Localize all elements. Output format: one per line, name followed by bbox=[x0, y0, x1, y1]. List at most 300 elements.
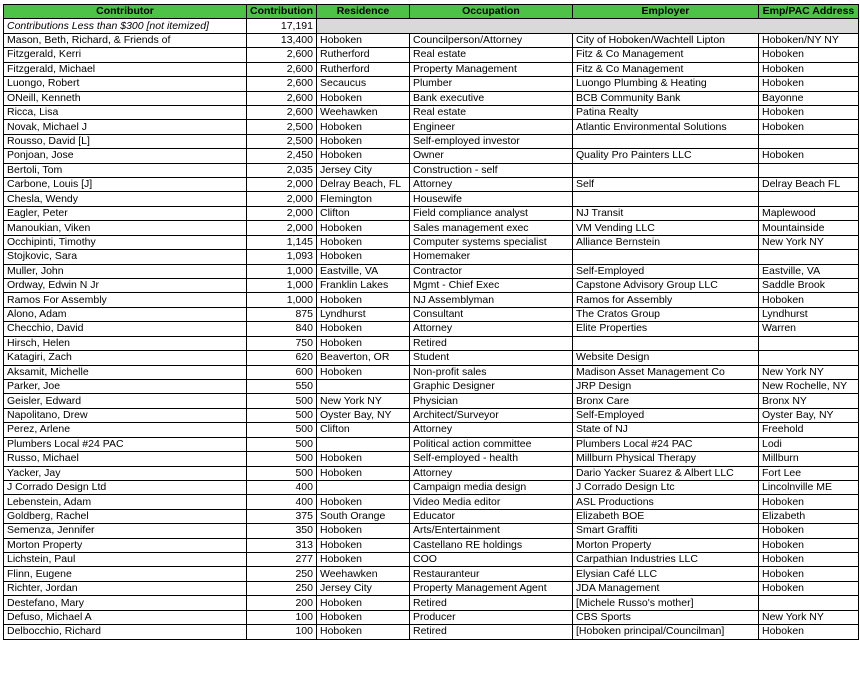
cell-residence[interactable]: Lyndhurst bbox=[316, 307, 409, 321]
cell-address[interactable]: Mountainside bbox=[758, 221, 858, 235]
cell-address[interactable]: Elizabeth bbox=[758, 509, 858, 523]
cell-occupation[interactable]: Attorney bbox=[409, 178, 572, 192]
cell-occupation[interactable]: Graphic Designer bbox=[409, 379, 572, 393]
table-row bbox=[4, 610, 859, 624]
cell-employer[interactable]: Self bbox=[572, 178, 758, 192]
table-row bbox=[4, 524, 859, 538]
cell-contribution[interactable]: 2,600 bbox=[247, 48, 317, 62]
header-occupation[interactable]: Occupation bbox=[409, 5, 572, 19]
cell-employer[interactable]: Quality Pro Painters LLC bbox=[572, 149, 758, 163]
cell-contributor[interactable]: Carbone, Louis [J] bbox=[4, 178, 247, 192]
cell-contributor[interactable]: Eagler, Peter bbox=[4, 206, 247, 220]
cell-residence[interactable]: Hoboken bbox=[316, 134, 409, 148]
cell-contributor[interactable]: Alono, Adam bbox=[4, 307, 247, 321]
cell-occupation[interactable]: NJ Assemblyman bbox=[409, 293, 572, 307]
cell-residence[interactable]: Rutherford bbox=[316, 62, 409, 76]
cell-contribution[interactable]: 500 bbox=[247, 466, 317, 480]
cell-contributor[interactable]: Yacker, Jay bbox=[4, 466, 247, 480]
cell-residence[interactable] bbox=[316, 379, 409, 393]
cell-contributor[interactable]: Ordway, Edwin N Jr bbox=[4, 279, 247, 293]
cell-occupation[interactable]: Self-employed investor bbox=[409, 134, 572, 148]
summary-blank-cell[interactable] bbox=[572, 19, 758, 33]
table-row bbox=[4, 452, 859, 466]
cell-contributor[interactable]: Flinn, Eugene bbox=[4, 567, 247, 581]
cell-contributor[interactable]: Ricca, Lisa bbox=[4, 105, 247, 119]
cell-address[interactable]: Hoboken bbox=[758, 538, 858, 552]
table-row bbox=[4, 105, 859, 119]
cell-contributor[interactable]: Lichstein, Paul bbox=[4, 553, 247, 567]
table-row bbox=[4, 495, 859, 509]
cell-contributor[interactable]: Parker, Joe bbox=[4, 379, 247, 393]
cell-address[interactable] bbox=[758, 163, 858, 177]
table-row bbox=[4, 480, 859, 494]
cell-residence[interactable]: Rutherford bbox=[316, 48, 409, 62]
cell-address[interactable]: Millburn bbox=[758, 452, 858, 466]
cell-residence[interactable]: Hoboken bbox=[316, 235, 409, 249]
table-row bbox=[4, 437, 859, 451]
cell-contributor[interactable]: Ponjoan, Jose bbox=[4, 149, 247, 163]
table-row bbox=[4, 293, 859, 307]
cell-residence[interactable]: Hoboken bbox=[316, 149, 409, 163]
cell-employer[interactable]: NJ Transit bbox=[572, 206, 758, 220]
cell-employer[interactable]: Self-Employed bbox=[572, 408, 758, 422]
cell-contribution[interactable]: 750 bbox=[247, 336, 317, 350]
cell-employer[interactable]: City of Hoboken/Wachtell Lipton bbox=[572, 33, 758, 47]
cell-occupation[interactable]: Housewife bbox=[409, 192, 572, 206]
cell-contribution[interactable]: 1,000 bbox=[247, 264, 317, 278]
cell-employer[interactable] bbox=[572, 336, 758, 350]
cell-contribution[interactable]: 375 bbox=[247, 509, 317, 523]
cell-employer[interactable]: VM Vending LLC bbox=[572, 221, 758, 235]
cell-employer[interactable]: Carpathian Industries LLC bbox=[572, 553, 758, 567]
cell-contribution[interactable]: 1,145 bbox=[247, 235, 317, 249]
cell-address[interactable]: Freehold bbox=[758, 423, 858, 437]
cell-contribution[interactable]: 2,000 bbox=[247, 221, 317, 235]
cell-occupation[interactable]: Consultant bbox=[409, 307, 572, 321]
cell-contribution[interactable]: 13,400 bbox=[247, 33, 317, 47]
cell-contribution[interactable]: 500 bbox=[247, 423, 317, 437]
cell-contribution[interactable]: 350 bbox=[247, 524, 317, 538]
cell-contributor[interactable]: Fitzgerald, Kerri bbox=[4, 48, 247, 62]
cell-address[interactable]: Delray Beach FL bbox=[758, 178, 858, 192]
cell-contribution[interactable]: 400 bbox=[247, 495, 317, 509]
cell-contributor[interactable]: Ramos For Assembly bbox=[4, 293, 247, 307]
cell-contribution[interactable]: 200 bbox=[247, 596, 317, 610]
table-row bbox=[4, 408, 859, 422]
cell-residence[interactable]: Hoboken bbox=[316, 91, 409, 105]
cell-employer[interactable]: CBS Sports bbox=[572, 610, 758, 624]
cell-employer[interactable] bbox=[572, 163, 758, 177]
cell-residence[interactable]: Hoboken bbox=[316, 221, 409, 235]
table-row bbox=[4, 581, 859, 595]
cell-occupation[interactable]: Restauranteur bbox=[409, 567, 572, 581]
cell-address[interactable]: Hoboken bbox=[758, 120, 858, 134]
cell-occupation[interactable]: Attorney bbox=[409, 423, 572, 437]
cell-contribution[interactable]: 2,000 bbox=[247, 192, 317, 206]
cell-address[interactable]: Maplewood bbox=[758, 206, 858, 220]
table-row bbox=[4, 134, 859, 148]
cell-residence[interactable]: Weehawken bbox=[316, 105, 409, 119]
cell-contribution[interactable]: 1,000 bbox=[247, 293, 317, 307]
cell-address[interactable]: Hoboken bbox=[758, 524, 858, 538]
cell-contribution[interactable]: 620 bbox=[247, 351, 317, 365]
cell-employer[interactable] bbox=[572, 192, 758, 206]
cell-occupation[interactable]: Councilperson/Attorney bbox=[409, 33, 572, 47]
cell-contribution[interactable]: 100 bbox=[247, 610, 317, 624]
cell-address[interactable]: New York NY bbox=[758, 610, 858, 624]
cell-residence[interactable]: Jersey City bbox=[316, 581, 409, 595]
cell-contribution[interactable]: 550 bbox=[247, 379, 317, 393]
cell-contribution[interactable]: 875 bbox=[247, 307, 317, 321]
cell-address[interactable]: Warren bbox=[758, 322, 858, 336]
cell-contributor[interactable]: Occhipinti, Timothy bbox=[4, 235, 247, 249]
cell-contribution[interactable]: 2,500 bbox=[247, 134, 317, 148]
cell-contributor[interactable]: Plumbers Local #24 PAC bbox=[4, 437, 247, 451]
cell-contributor[interactable]: Muller, John bbox=[4, 264, 247, 278]
cell-contributor[interactable]: Novak, Michael J bbox=[4, 120, 247, 134]
cell-contributor[interactable]: Defuso, Michael A bbox=[4, 610, 247, 624]
cell-occupation[interactable]: Owner bbox=[409, 149, 572, 163]
cell-contributor[interactable]: Destefano, Mary bbox=[4, 596, 247, 610]
cell-address[interactable]: Hoboken bbox=[758, 625, 858, 639]
table-row bbox=[4, 163, 859, 177]
cell-occupation[interactable]: Real estate bbox=[409, 105, 572, 119]
header-row bbox=[4, 5, 859, 19]
cell-address[interactable]: Lincolnville ME bbox=[758, 480, 858, 494]
cell-contributor[interactable]: Perez, Arlene bbox=[4, 423, 247, 437]
cell-occupation[interactable]: Property Management bbox=[409, 62, 572, 76]
summary-row bbox=[4, 19, 859, 33]
cell-employer[interactable]: Elysian Café LLC bbox=[572, 567, 758, 581]
cell-occupation[interactable]: Retired bbox=[409, 336, 572, 350]
cell-contribution[interactable]: 500 bbox=[247, 394, 317, 408]
cell-residence[interactable]: Jersey City bbox=[316, 163, 409, 177]
cell-occupation[interactable]: Attorney bbox=[409, 466, 572, 480]
summary-label[interactable]: Contributions Less than $300 [not itemized] bbox=[4, 19, 247, 33]
cell-employer[interactable]: JRP Design bbox=[572, 379, 758, 393]
table-row bbox=[4, 221, 859, 235]
cell-address[interactable]: Bronx NY bbox=[758, 394, 858, 408]
header-address[interactable]: Emp/PAC Address bbox=[758, 5, 858, 19]
cell-address[interactable] bbox=[758, 336, 858, 350]
cell-occupation[interactable]: Political action committee bbox=[409, 437, 572, 451]
cell-residence[interactable]: Delray Beach, FL bbox=[316, 178, 409, 192]
cell-employer[interactable]: Morton Property bbox=[572, 538, 758, 552]
cell-contributor[interactable]: Mason, Beth, Richard, & Friends of bbox=[4, 33, 247, 47]
cell-address[interactable]: Lodi bbox=[758, 437, 858, 451]
cell-occupation[interactable]: Educator bbox=[409, 509, 572, 523]
cell-contribution[interactable]: 500 bbox=[247, 437, 317, 451]
cell-occupation[interactable]: Real estate bbox=[409, 48, 572, 62]
header-employer[interactable]: Employer bbox=[572, 5, 758, 19]
table-row bbox=[4, 264, 859, 278]
cell-occupation[interactable]: Campaign media design bbox=[409, 480, 572, 494]
summary-blank-cell[interactable] bbox=[316, 19, 409, 33]
cell-residence[interactable]: South Orange bbox=[316, 509, 409, 523]
cell-contributor[interactable]: Aksamit, Michelle bbox=[4, 365, 247, 379]
cell-occupation[interactable]: Engineer bbox=[409, 120, 572, 134]
table-row bbox=[4, 235, 859, 249]
cell-occupation[interactable]: Self-employed - health bbox=[409, 452, 572, 466]
cell-contributor[interactable]: Geisler, Edward bbox=[4, 394, 247, 408]
cell-employer[interactable]: BCB Community Bank bbox=[572, 91, 758, 105]
cell-contributor[interactable]: Semenza, Jennifer bbox=[4, 524, 247, 538]
cell-contribution[interactable]: 2,600 bbox=[247, 91, 317, 105]
cell-residence[interactable]: Beaverton, OR bbox=[316, 351, 409, 365]
cell-occupation[interactable]: Sales management exec bbox=[409, 221, 572, 235]
cell-occupation[interactable]: Construction - self bbox=[409, 163, 572, 177]
cell-occupation[interactable]: Castellano RE holdings bbox=[409, 538, 572, 552]
cell-residence[interactable] bbox=[316, 437, 409, 451]
cell-address[interactable]: Hoboken bbox=[758, 293, 858, 307]
cell-occupation[interactable]: Plumber bbox=[409, 77, 572, 91]
cell-residence[interactable]: Hoboken bbox=[316, 293, 409, 307]
cell-employer[interactable]: Elite Properties bbox=[572, 322, 758, 336]
cell-contributor[interactable]: J Corrado Design Ltd bbox=[4, 480, 247, 494]
cell-employer[interactable]: Capstone Advisory Group LLC bbox=[572, 279, 758, 293]
cell-occupation[interactable]: Retired bbox=[409, 625, 572, 639]
cell-contribution[interactable]: 250 bbox=[247, 581, 317, 595]
cell-address[interactable] bbox=[758, 192, 858, 206]
cell-residence[interactable]: Hoboken bbox=[316, 625, 409, 639]
table-header bbox=[4, 5, 859, 19]
cell-contribution[interactable]: 2,000 bbox=[247, 206, 317, 220]
cell-contributor[interactable]: Fitzgerald, Michael bbox=[4, 62, 247, 76]
header-residence[interactable]: Residence bbox=[316, 5, 409, 19]
cell-occupation[interactable]: Attorney bbox=[409, 322, 572, 336]
cell-employer[interactable]: Alliance Bernstein bbox=[572, 235, 758, 249]
cell-contribution[interactable]: 600 bbox=[247, 365, 317, 379]
cell-address[interactable]: Hoboken bbox=[758, 567, 858, 581]
cell-address[interactable] bbox=[758, 351, 858, 365]
cell-residence[interactable]: Hoboken bbox=[316, 553, 409, 567]
table-row bbox=[4, 336, 859, 350]
cell-residence[interactable]: Hoboken bbox=[316, 365, 409, 379]
cell-contributor[interactable]: Goldberg, Rachel bbox=[4, 509, 247, 523]
table-row bbox=[4, 33, 859, 47]
cell-address[interactable]: Oyster Bay, NY bbox=[758, 408, 858, 422]
cell-employer[interactable] bbox=[572, 134, 758, 148]
cell-employer[interactable] bbox=[572, 250, 758, 264]
cell-contribution[interactable]: 277 bbox=[247, 553, 317, 567]
table-row bbox=[4, 553, 859, 567]
cell-address[interactable]: Hoboken bbox=[758, 581, 858, 595]
cell-address[interactable]: New York NY bbox=[758, 365, 858, 379]
cell-contribution[interactable]: 2,450 bbox=[247, 149, 317, 163]
cell-address[interactable]: Hoboken bbox=[758, 553, 858, 567]
cell-contributor[interactable]: Lebenstein, Adam bbox=[4, 495, 247, 509]
cell-contribution[interactable]: 500 bbox=[247, 452, 317, 466]
cell-contributor[interactable]: Stojkovic, Sara bbox=[4, 250, 247, 264]
header-contributor[interactable]: Contributor bbox=[4, 5, 247, 19]
summary-amount[interactable]: 17,191 bbox=[247, 19, 317, 33]
cell-address[interactable]: Hoboken bbox=[758, 149, 858, 163]
table-row bbox=[4, 625, 859, 639]
cell-employer[interactable]: Luongo Plumbing & Heating bbox=[572, 77, 758, 91]
cell-address[interactable]: Lyndhurst bbox=[758, 307, 858, 321]
cell-employer[interactable]: State of NJ bbox=[572, 423, 758, 437]
summary-blank-cell[interactable] bbox=[758, 19, 858, 33]
cell-address[interactable]: Bayonne bbox=[758, 91, 858, 105]
cell-employer[interactable]: Dario Yacker Suarez & Albert LLC bbox=[572, 466, 758, 480]
cell-residence[interactable] bbox=[316, 480, 409, 494]
table-row bbox=[4, 423, 859, 437]
cell-employer[interactable]: Bronx Care bbox=[572, 394, 758, 408]
summary-blank-cell[interactable] bbox=[409, 19, 572, 33]
cell-address[interactable]: Saddle Brook bbox=[758, 279, 858, 293]
cell-address[interactable]: New York NY bbox=[758, 235, 858, 249]
cell-contribution[interactable]: 400 bbox=[247, 480, 317, 494]
cell-residence[interactable]: Hoboken bbox=[316, 538, 409, 552]
table-row bbox=[4, 279, 859, 293]
cell-employer[interactable]: Patina Realty bbox=[572, 105, 758, 119]
cell-occupation[interactable]: Physician bbox=[409, 394, 572, 408]
table-body bbox=[4, 19, 859, 639]
cell-employer[interactable]: Millburn Physical Therapy bbox=[572, 452, 758, 466]
header-contribution[interactable]: Contribution bbox=[247, 5, 317, 19]
cell-contribution[interactable]: 2,000 bbox=[247, 178, 317, 192]
cell-residence[interactable]: Hoboken bbox=[316, 33, 409, 47]
cell-contribution[interactable]: 2,035 bbox=[247, 163, 317, 177]
cell-contributor[interactable]: Morton Property bbox=[4, 538, 247, 552]
cell-residence[interactable]: Franklin Lakes bbox=[316, 279, 409, 293]
cell-employer[interactable]: [Hoboken principal/Councilman] bbox=[572, 625, 758, 639]
table-row bbox=[4, 120, 859, 134]
cell-contribution[interactable]: 2,600 bbox=[247, 105, 317, 119]
cell-address[interactable]: Hoboken bbox=[758, 105, 858, 119]
cell-address[interactable]: Hoboken bbox=[758, 77, 858, 91]
cell-residence[interactable]: Hoboken bbox=[316, 452, 409, 466]
cell-occupation[interactable]: COO bbox=[409, 553, 572, 567]
cell-occupation[interactable]: Property Management Agent bbox=[409, 581, 572, 595]
table-row bbox=[4, 192, 859, 206]
cell-contributor[interactable]: Katagiri, Zach bbox=[4, 351, 247, 365]
cell-contributor[interactable]: Luongo, Robert bbox=[4, 77, 247, 91]
table-row bbox=[4, 379, 859, 393]
cell-employer[interactable]: Smart Graffiti bbox=[572, 524, 758, 538]
cell-contributor[interactable]: Checchio, David bbox=[4, 322, 247, 336]
cell-contribution[interactable]: 840 bbox=[247, 322, 317, 336]
cell-contribution[interactable]: 2,600 bbox=[247, 77, 317, 91]
cell-employer[interactable]: Atlantic Environmental Solutions bbox=[572, 120, 758, 134]
cell-occupation[interactable]: Student bbox=[409, 351, 572, 365]
cell-occupation[interactable]: Homemaker bbox=[409, 250, 572, 264]
cell-occupation[interactable]: Field compliance analyst bbox=[409, 206, 572, 220]
cell-employer[interactable]: Ramos for Assembly bbox=[572, 293, 758, 307]
cell-occupation[interactable]: Video Media editor bbox=[409, 495, 572, 509]
cell-contribution[interactable]: 500 bbox=[247, 408, 317, 422]
table-row bbox=[4, 91, 859, 105]
cell-residence[interactable]: Hoboken bbox=[316, 250, 409, 264]
cell-contributor[interactable]: Hirsch, Helen bbox=[4, 336, 247, 350]
cell-contribution[interactable]: 100 bbox=[247, 625, 317, 639]
cell-address[interactable]: Fort Lee bbox=[758, 466, 858, 480]
cell-contribution[interactable]: 1,000 bbox=[247, 279, 317, 293]
cell-contributor[interactable]: Bertoli, Tom bbox=[4, 163, 247, 177]
cell-contributor[interactable]: Delbocchio, Richard bbox=[4, 625, 247, 639]
cell-contribution[interactable]: 313 bbox=[247, 538, 317, 552]
cell-contribution[interactable]: 1,093 bbox=[247, 250, 317, 264]
cell-residence[interactable]: Eastville, VA bbox=[316, 264, 409, 278]
table-row bbox=[4, 206, 859, 220]
cell-employer[interactable]: Website Design bbox=[572, 351, 758, 365]
cell-residence[interactable]: Hoboken bbox=[316, 336, 409, 350]
cell-residence[interactable]: Clifton bbox=[316, 423, 409, 437]
cell-address[interactable] bbox=[758, 134, 858, 148]
cell-residence[interactable]: Hoboken bbox=[316, 495, 409, 509]
cell-residence[interactable]: Hoboken bbox=[316, 120, 409, 134]
cell-occupation[interactable]: Producer bbox=[409, 610, 572, 624]
cell-occupation[interactable]: Arts/Entertainment bbox=[409, 524, 572, 538]
cell-residence[interactable]: New York NY bbox=[316, 394, 409, 408]
cell-occupation[interactable]: Non-profit sales bbox=[409, 365, 572, 379]
cell-residence[interactable]: Hoboken bbox=[316, 524, 409, 538]
cell-contributor[interactable]: ONeill, Kenneth bbox=[4, 91, 247, 105]
cell-employer[interactable]: JDA Management bbox=[572, 581, 758, 595]
contributions-table bbox=[3, 4, 859, 640]
cell-contributor[interactable]: Napolitano, Drew bbox=[4, 408, 247, 422]
cell-address[interactable]: Hoboken bbox=[758, 495, 858, 509]
cell-employer[interactable]: Elizabeth BOE bbox=[572, 509, 758, 523]
cell-contributor[interactable]: Russo, Michael bbox=[4, 452, 247, 466]
cell-residence[interactable]: Oyster Bay, NY bbox=[316, 408, 409, 422]
cell-occupation[interactable]: Retired bbox=[409, 596, 572, 610]
table-row bbox=[4, 394, 859, 408]
table-row bbox=[4, 250, 859, 264]
table-row bbox=[4, 77, 859, 91]
cell-employer[interactable]: J Corrado Design Ltc bbox=[572, 480, 758, 494]
cell-residence[interactable]: Hoboken bbox=[316, 322, 409, 336]
cell-address[interactable] bbox=[758, 596, 858, 610]
cell-address[interactable]: Eastville, VA bbox=[758, 264, 858, 278]
cell-address[interactable] bbox=[758, 250, 858, 264]
cell-employer[interactable]: ASL Productions bbox=[572, 495, 758, 509]
cell-occupation[interactable]: Mgmt - Chief Exec bbox=[409, 279, 572, 293]
table-row bbox=[4, 596, 859, 610]
cell-employer[interactable]: Plumbers Local #24 PAC bbox=[572, 437, 758, 451]
cell-occupation[interactable]: Bank executive bbox=[409, 91, 572, 105]
cell-contributor[interactable]: Richter, Jordan bbox=[4, 581, 247, 595]
cell-occupation[interactable]: Contractor bbox=[409, 264, 572, 278]
cell-residence[interactable]: Secaucus bbox=[316, 77, 409, 91]
cell-employer[interactable]: Madison Asset Management Co bbox=[572, 365, 758, 379]
cell-address[interactable]: Hoboken bbox=[758, 48, 858, 62]
cell-residence[interactable]: Hoboken bbox=[316, 610, 409, 624]
cell-contribution[interactable]: 2,600 bbox=[247, 62, 317, 76]
cell-occupation[interactable]: Architect/Surveyor bbox=[409, 408, 572, 422]
cell-contribution[interactable]: 250 bbox=[247, 567, 317, 581]
cell-occupation[interactable]: Computer systems specialist bbox=[409, 235, 572, 249]
cell-residence[interactable]: Flemington bbox=[316, 192, 409, 206]
cell-contributor[interactable]: Chesla, Wendy bbox=[4, 192, 247, 206]
table-row bbox=[4, 149, 859, 163]
cell-residence[interactable]: Hoboken bbox=[316, 466, 409, 480]
cell-employer[interactable]: Fitz & Co Management bbox=[572, 62, 758, 76]
cell-employer[interactable]: Self-Employed bbox=[572, 264, 758, 278]
cell-residence[interactable]: Weehawken bbox=[316, 567, 409, 581]
cell-employer[interactable]: [Michele Russo's mother] bbox=[572, 596, 758, 610]
cell-address[interactable]: New Rochelle, NY bbox=[758, 379, 858, 393]
cell-employer[interactable]: Fitz & Co Management bbox=[572, 48, 758, 62]
cell-residence[interactable]: Hoboken bbox=[316, 596, 409, 610]
cell-contributor[interactable]: Rousso, David [L] bbox=[4, 134, 247, 148]
cell-contributor[interactable]: Manoukian, Viken bbox=[4, 221, 247, 235]
cell-employer[interactable]: The Cratos Group bbox=[572, 307, 758, 321]
cell-address[interactable]: Hoboken/NY NY bbox=[758, 33, 858, 47]
cell-address[interactable]: Hoboken bbox=[758, 62, 858, 76]
cell-residence[interactable]: Clifton bbox=[316, 206, 409, 220]
cell-contribution[interactable]: 2,500 bbox=[247, 120, 317, 134]
